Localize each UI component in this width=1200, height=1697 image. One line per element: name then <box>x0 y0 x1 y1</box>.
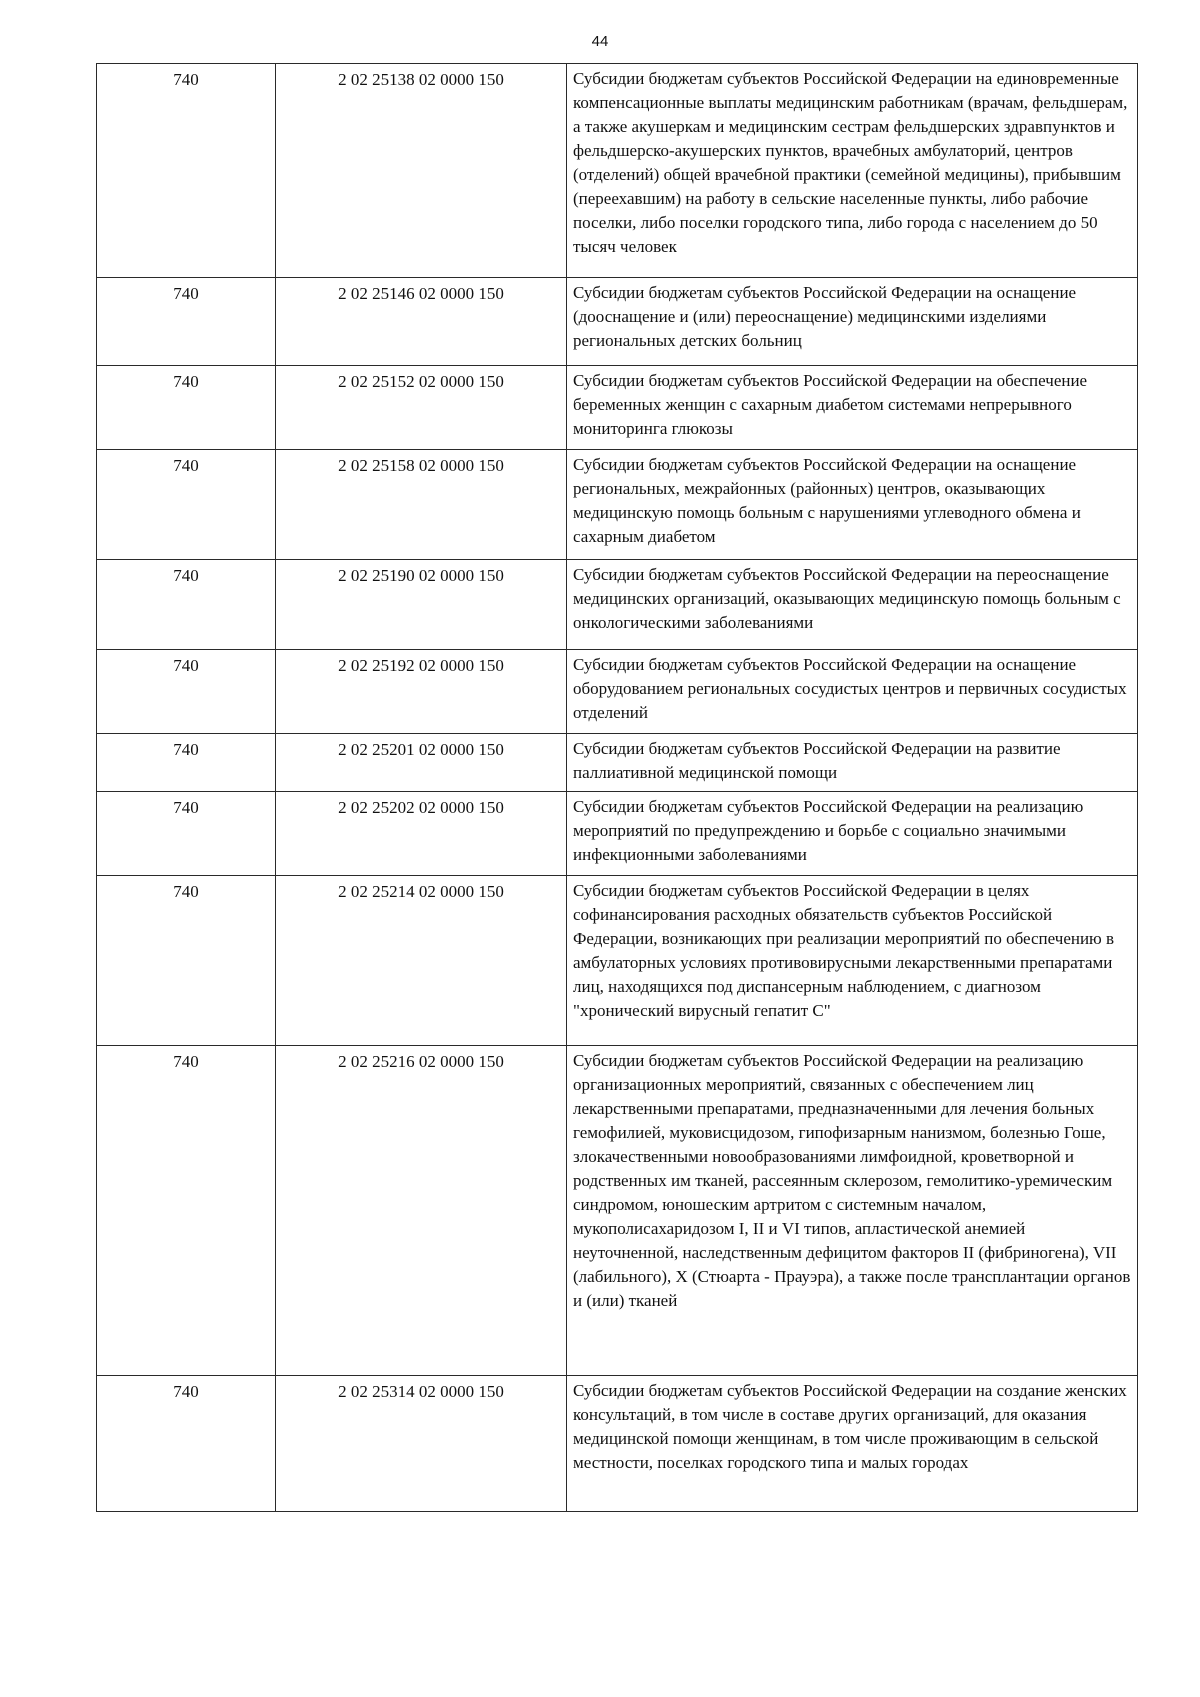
budget-code-cell: 2 02 25192 02 0000 150 <box>276 650 567 734</box>
table-row <box>97 64 1138 278</box>
admin-code-cell: 740 <box>97 450 276 560</box>
budget-code-cell: 2 02 25214 02 0000 150 <box>276 876 567 1046</box>
admin-code-cell: 740 <box>97 560 276 650</box>
budget-code-cell: 2 02 25158 02 0000 150 <box>276 450 567 560</box>
admin-code-cell: 740 <box>97 278 276 366</box>
description-cell: Субсидии бюджетам субъектов Российской Федерации на переоснащение медицинских организаций, оказывающих медицинскую помощь больным с онкологическими заболеваниями <box>567 560 1138 650</box>
admin-code-cell: 740 <box>97 650 276 734</box>
budget-code-cell: 2 02 25314 02 0000 150 <box>276 1376 567 1512</box>
admin-code-cell: 740 <box>97 792 276 876</box>
description-cell: Субсидии бюджетам субъектов Российской Федерации на оснащение региональных, межрайонных (районных) центров, оказывающих медицинскую помощь больным с нарушениями углеводного обмена и сахарным диабетом <box>567 450 1138 560</box>
budget-code-cell: 2 02 25202 02 0000 150 <box>276 792 567 876</box>
table-row <box>97 876 1138 1046</box>
description-cell: Субсидии бюджетам субъектов Российской Федерации на единовременные компенсационные выплаты медицинским работникам (врачам, фельдшерам, а также акушеркам и медицинским сестрам фельдшерских здравпунктов и фельдшерско-акушерских пунктов, врачебных амбулаторий, центров (отделений) общей врачебной практики (семейной медицины), прибывшим (переехавшим) на работу в сельские населенные пункты, либо рабочие поселки, либо поселки городского типа, либо города с населением до 50 тысяч человек <box>567 64 1138 278</box>
table-row <box>97 650 1138 734</box>
description-cell: Субсидии бюджетам субъектов Российской Федерации на реализацию мероприятий по предупреждению и борьбе с социально значимыми инфекционными заболеваниями <box>567 792 1138 876</box>
admin-code-cell: 740 <box>97 734 276 792</box>
description-cell: Субсидии бюджетам субъектов Российской Федерации на создание женских консультаций, в том числе в составе других организаций, для оказания медицинской помощи женщинам, в том числе проживающим в сельской местности, поселках городского типа и малых городах <box>567 1376 1138 1512</box>
page-number: 44 <box>591 33 609 50</box>
table-row <box>97 1046 1138 1376</box>
admin-code-cell: 740 <box>97 64 276 278</box>
table-row <box>97 1376 1138 1512</box>
subsidy-codes-table <box>96 63 1138 1512</box>
admin-code-cell: 740 <box>97 366 276 450</box>
description-cell: Субсидии бюджетам субъектов Российской Федерации на реализацию организационных мероприятий, связанных с обеспечением лиц лекарственными препаратами, предназначенными для лечения больных гемофилией, муковисцидозом, гипофизарным нанизмом, болезнью Гоше, злокачественными новообразованиями лимфоидной, кроветворной и родственных им тканей, рассеянным склерозом, гемолитико-уремическим синдромом, юношеским артритом с системным началом, мукополисахаридозом I, II и VI типов, апластической анемией неуточненной, наследственным дефицитом факторов II (фибриногена), VII (лабильного), X (Стюарта - Прауэра), а также после трансплантации органов и (или) тканей <box>567 1046 1138 1376</box>
description-cell: Субсидии бюджетам субъектов Российской Федерации на оснащение (дооснащение и (или) переоснащение) медицинскими изделиями региональных детских больниц <box>567 278 1138 366</box>
budget-code-cell: 2 02 25190 02 0000 150 <box>276 560 567 650</box>
table-row <box>97 278 1138 366</box>
table-row <box>97 560 1138 650</box>
budget-code-cell: 2 02 25146 02 0000 150 <box>276 278 567 366</box>
admin-code-cell: 740 <box>97 876 276 1046</box>
table-row <box>97 450 1138 560</box>
table-row <box>97 792 1138 876</box>
description-cell: Субсидии бюджетам субъектов Российской Федерации в целях софинансирования расходных обязательств субъектов Российской Федерации, возникающих при реализации мероприятий по обеспечению в амбулаторных условиях противовирусными лекарственными препаратами лиц, находящихся под диспансерным наблюдением, с диагнозом "хронический вирусный гепатит С" <box>567 876 1138 1046</box>
admin-code-cell: 740 <box>97 1046 276 1376</box>
table-row <box>97 734 1138 792</box>
table-row <box>97 366 1138 450</box>
budget-code-cell: 2 02 25138 02 0000 150 <box>276 64 567 278</box>
description-cell: Субсидии бюджетам субъектов Российской Федерации на развитие паллиативной медицинской помощи <box>567 734 1138 792</box>
admin-code-cell: 740 <box>97 1376 276 1512</box>
budget-code-cell: 2 02 25152 02 0000 150 <box>276 366 567 450</box>
description-cell: Субсидии бюджетам субъектов Российской Федерации на обеспечение беременных женщин с сахарным диабетом системами непрерывного мониторинга глюкозы <box>567 366 1138 450</box>
budget-code-cell: 2 02 25201 02 0000 150 <box>276 734 567 792</box>
budget-code-cell: 2 02 25216 02 0000 150 <box>276 1046 567 1376</box>
description-cell: Субсидии бюджетам субъектов Российской Федерации на оснащение оборудованием региональных сосудистых центров и первичных сосудистых отделений <box>567 650 1138 734</box>
